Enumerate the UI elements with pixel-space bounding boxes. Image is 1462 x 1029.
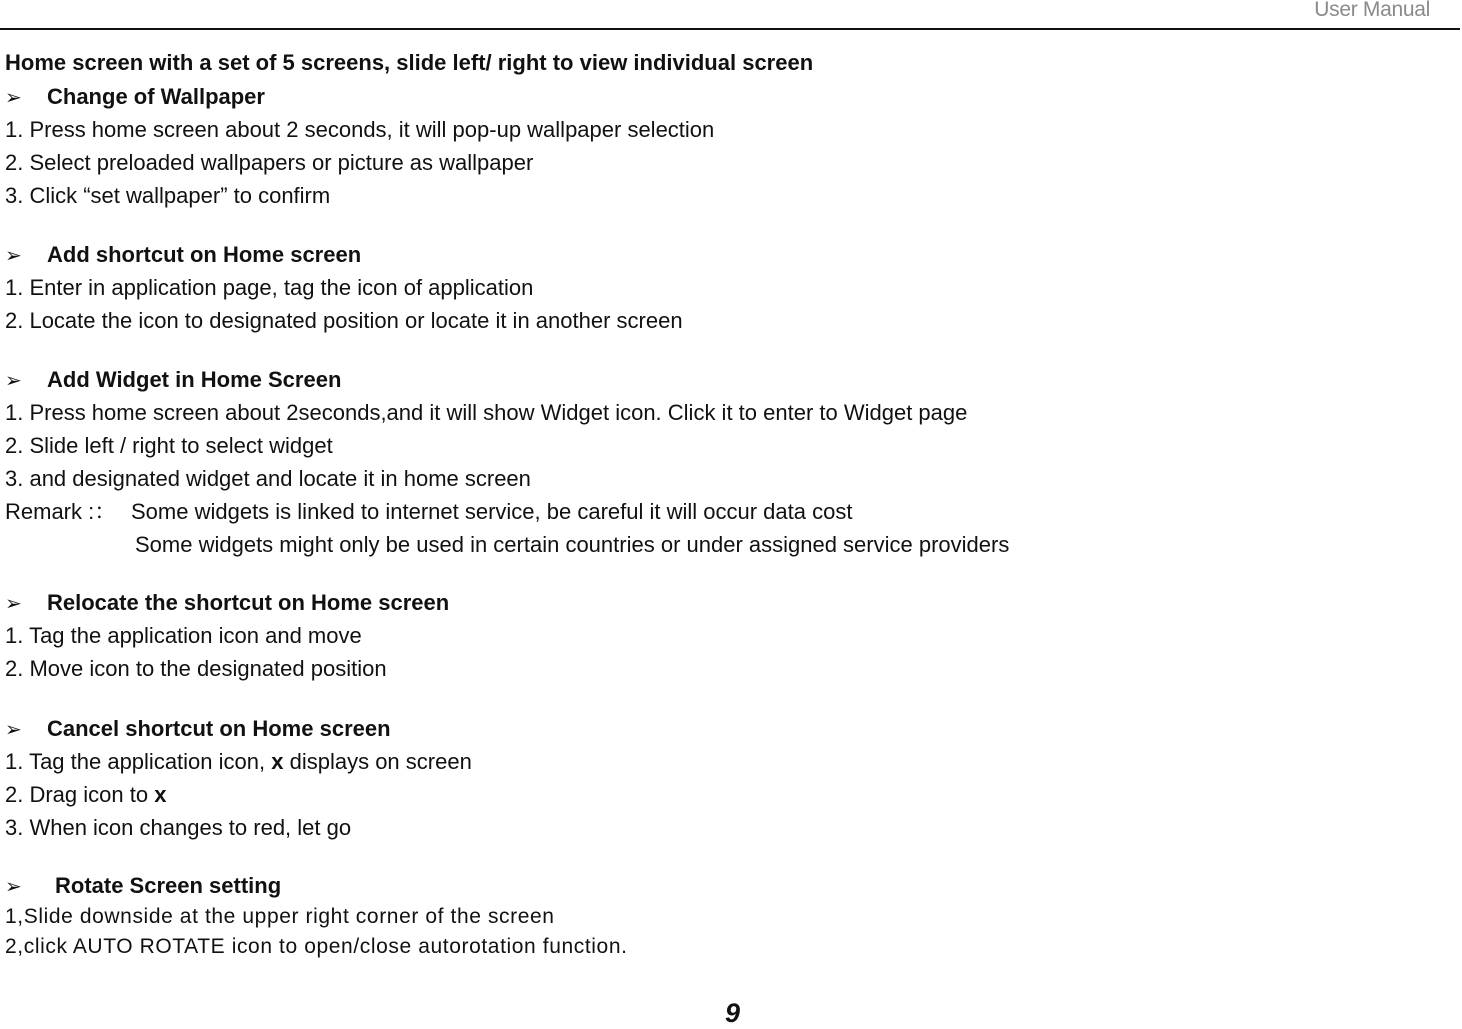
step-line: 1,Slide downside at the upper right corner of the screen — [5, 905, 555, 928]
section-heading — [5, 239, 683, 271]
remark-text: Some widgets is linked to internet service, be careful it will occur data cost — [131, 499, 853, 524]
page-number: 9 — [725, 998, 741, 1028]
section-title: Rotate Screen setting — [55, 873, 282, 898]
step-line: 3. Click “set wallpaper” to confirm — [5, 183, 331, 208]
section-rotate-screen — [5, 870, 628, 962]
step-text: displays on screen — [283, 749, 472, 774]
section-heading — [5, 870, 628, 902]
header-rule — [0, 28, 1460, 30]
step-line: 2. Move icon to the designated position — [5, 656, 387, 681]
step-text: 2. Drag icon to — [5, 782, 155, 807]
step-line: 1. Press home screen about 2seconds,and it will show Widget icon. Click it to enter to Widget page — [5, 400, 968, 425]
arrow-bullet-icon: ➢ — [5, 592, 22, 615]
intro-heading: Home screen with a set of 5 screens, slide left/ right to view individual screen — [5, 50, 814, 75]
step-line: 2. Select preloaded wallpapers or picture as wallpaper — [5, 150, 534, 175]
section-change-wallpaper — [5, 81, 714, 212]
remark-label: Remark :： — [5, 499, 117, 524]
step-line: 1. Press home screen about 2 seconds, it will pop-up wallpaper selection — [5, 117, 715, 142]
arrow-bullet-icon: ➢ — [5, 244, 22, 267]
section-heading — [5, 587, 449, 619]
section-add-shortcut — [5, 239, 683, 337]
section-add-widget — [5, 364, 1009, 561]
arrow-bullet-icon: ➢ — [5, 86, 22, 109]
step-text: 1. Tag the application icon, — [5, 749, 272, 774]
remark-line — [5, 495, 1009, 528]
arrow-bullet-icon: ➢ — [5, 875, 22, 898]
step-line: 1. Tag the application icon and move — [5, 623, 362, 648]
arrow-bullet-icon: ➢ — [5, 718, 22, 741]
section-title: Relocate the shortcut on Home screen — [47, 590, 450, 615]
section-title: Change of Wallpaper — [47, 84, 265, 109]
step-line: 2,click AUTO ROTATE icon to open/close autorotation function. — [5, 935, 628, 958]
step-line: 2. Locate the icon to designated position or locate it in another screen — [5, 308, 683, 333]
running-header-title: User Manual — [1314, 0, 1430, 21]
section-title: Cancel shortcut on Home screen — [47, 716, 391, 741]
x-mark: x — [271, 749, 284, 774]
section-cancel-shortcut — [5, 713, 472, 844]
step-line: 2. Slide left / right to select widget — [5, 433, 333, 458]
step-line: 3. When icon changes to red, let go — [5, 815, 352, 840]
step-line — [5, 778, 472, 811]
section-heading — [5, 81, 714, 113]
step-line: 1. Enter in application page, tag the icon of application — [5, 275, 534, 300]
x-mark: x — [154, 782, 167, 807]
step-line — [5, 745, 472, 778]
section-relocate-shortcut — [5, 587, 449, 685]
section-heading — [5, 713, 472, 745]
remark-text: Some widgets might only be used in certain countries or under assigned service providers — [135, 532, 1010, 557]
section-heading — [5, 364, 1009, 396]
section-title: Add shortcut on Home screen — [47, 242, 362, 267]
step-line: 3. and designated widget and locate it in home screen — [5, 466, 531, 491]
arrow-bullet-icon: ➢ — [5, 369, 22, 392]
section-title: Add Widget in Home Screen — [47, 367, 342, 392]
